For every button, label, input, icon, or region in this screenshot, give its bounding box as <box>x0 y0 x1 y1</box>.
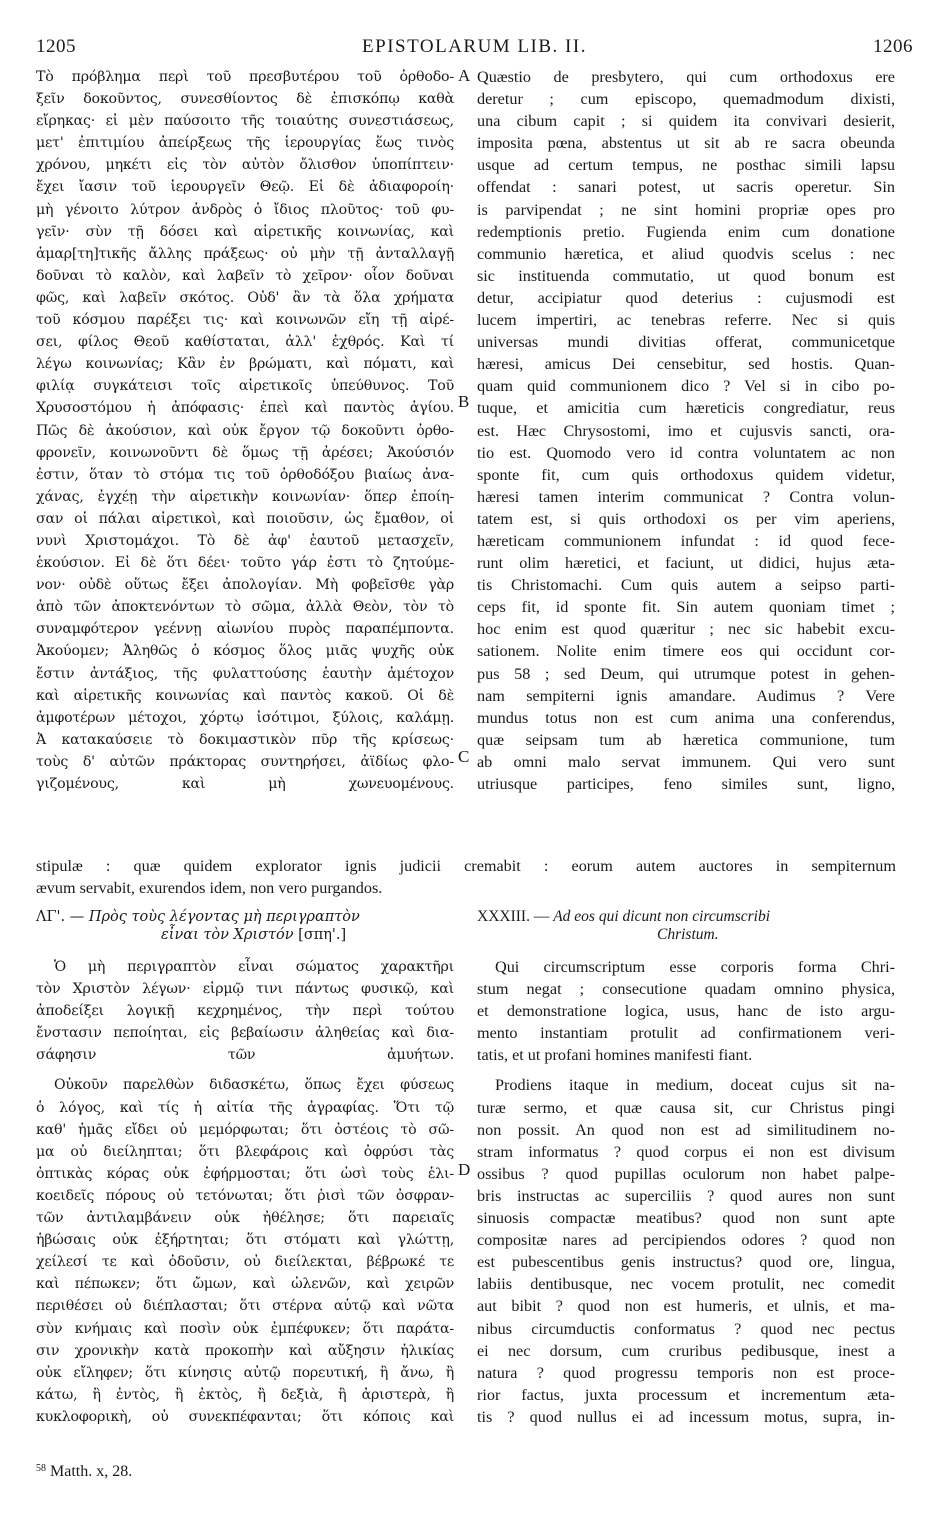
latin-text-line: runt olim hæretici, et faciunt, ut didici, hujus æta- <box>477 554 895 573</box>
greek-text-line: Ὁ μὴ περιγραπτὸν εἶναι σώματος χαρακτῆρι <box>54 959 454 975</box>
greek-text-line: σὺν κνήμαις καὶ ποσὶν οὐκ ἐμπέφυκεν; ὅτι παράτα- <box>36 1320 454 1337</box>
greek-section-heading-1: Πρὸς τοὺς λέγοντας μὴ περιγραπτὸν <box>88 909 360 925</box>
greek-text-line: κυκλοφορικὴ, οὐ συνεκπέφανται; ὅτι κόποις καὶ <box>36 1408 454 1425</box>
latin-text-line: Prodiens itaque in medium, doceat cujus sit na- <box>495 1076 895 1095</box>
latin-text-line: utriusque participes, feno similes sunt, ligno, <box>477 775 895 793</box>
latin-text-line: detur, accipiatur quod deterius : cujusmodi est <box>477 288 895 307</box>
greek-column-top <box>36 66 454 795</box>
latin-text-line: tis ? quod nullus ei ad incessum motus, supra, in- <box>477 1407 895 1426</box>
footnote-text: Matth. x, 28. <box>50 1463 133 1480</box>
latin-text-line: sponte fit, cum quis orthodoxus quidem videtur, <box>477 465 895 484</box>
greek-text-line: κάτω, ἢ ἐντὸς, ἢ ἐκτὸς, ἢ δεξιὰ, ἢ ἀριστερὰ, ἢ <box>36 1386 454 1403</box>
greek-text-line: τῶν ἀντιλαμβάνειν οὐκ ἠθέλησε; ὅτι παρειαῖς <box>36 1210 454 1227</box>
latin-section-heading-2: Christum. <box>657 926 719 943</box>
greek-text-line: κοειδεῖς πόρους οὐ τετόνωται; ὅτι ῥισὶ τῶν ὀσφραν- <box>36 1187 454 1204</box>
greek-text-line: καθ' ἡμᾶς εἴδει οὐ μεμόρφωται; ὅτι ὀστέοις τὸ σῶ- <box>36 1121 454 1138</box>
footnote-mark: 58 <box>36 1463 46 1474</box>
latin-text-line: lucem impertiri, ac tenebras referre. Nec si quis <box>477 311 895 330</box>
latin-section-heading-1: Ad eos qui dicunt non circumscribi <box>553 908 771 925</box>
latin-text-line: imposita pœna, abstentus ut sit ab re sacra obeunda <box>477 134 895 153</box>
greek-text-line: Ἀκούομεν; Ἀληθῶς ὁ κόσμος ὅλος μιᾶς ψυχῆς οὐκ <box>36 643 454 660</box>
latin-full-line-2: ævum servabit, exurendos idem, non vero purgandos. <box>36 879 383 897</box>
greek-text-line: νυνὶ Χριστομάχοι. Τὸ δὲ ἀφ' ἑαυτοῦ μετασχεῖν, <box>36 532 454 549</box>
greek-text-line: τὸν Χριστὸν λέγων· εἱρμῷ τινι πάντως φυσικῷ, καὶ <box>36 981 454 998</box>
greek-text-line: λέγω κοινωνίας; Κἂν ἐν βρώματι, καὶ πόματι, καὶ <box>36 356 454 373</box>
latin-text-line: est pubescentibus genis instructus? quod ore, lingua, <box>477 1253 895 1272</box>
latin-text-line: usque ad certum tempus, ne posthac simili lapsu <box>477 156 895 175</box>
latin-text-line: sationem. Nolite enim timere eos qui occidunt cor- <box>477 642 895 661</box>
latin-text-line: quam quid communionem dico ? Vel si in cibo po- <box>477 377 895 396</box>
latin-text-line: est. Hæc Chrysostomi, imo et cujusvis sancti, ora- <box>477 421 895 440</box>
latin-text-line: et demonstratione logica, usus, hanc de isto argu- <box>477 1002 895 1021</box>
greek-text-line: μα οὐ διείληπται; ὅτι βλεφάροις καὶ ὀφρύσι τὰς <box>36 1143 454 1160</box>
greek-text-line: ἔστιν ἀντάξιος, τῆς φυλαττούσης ἑαυτὴν ἀμέτοχον <box>36 665 454 682</box>
greek-section-heading-2: εἶναι τὸν Χριστόν <box>161 927 294 943</box>
greek-column-bottom <box>36 956 454 1428</box>
latin-text-line: labiis dentibusque, nec vocem protulit, nec comedit <box>477 1275 895 1294</box>
latin-text-line: natura ? quod progressu temporis non est proce- <box>477 1363 895 1382</box>
greek-text-line: ἀπὸ τῶν ἀποκτενόντων τὸ σῶμα, ἀλλὰ Θεὸν, τὸν τὸ <box>36 599 454 616</box>
latin-text-line: mento instantiam protulit ad confirmationem veri- <box>477 1024 895 1043</box>
greek-text-line: καὶ αἱρετικῆς κοινωνίας καὶ παντὸς κακοῦ. Οἱ δὲ <box>36 687 454 704</box>
latin-text-line: Quæstio de presbytero, qui cum orthodoxus ere <box>477 68 895 86</box>
greek-text-line: σαν οἱ πάλαι αἱρετικοὶ, καὶ ποιοῦσιν, ὡς ἔμαθον, οἱ <box>36 510 454 527</box>
latin-text-line: ei nec dorsum, cum cruribus pedibusque, inest a <box>477 1341 895 1360</box>
greek-text-line: Τὸ πρόβλημα περὶ τοῦ πρεσβυτέρου τοῦ ὀρθοδο- <box>36 69 454 85</box>
greek-text-line: Πῶς δὲ ἀκούσιον, καὶ οὐκ ἔργον τῷ δοκοῦντι ὀρθο- <box>36 422 454 439</box>
greek-text-line: γιζομένους, καὶ μὴ χωνευομένους. <box>36 776 454 792</box>
left-page-number: 1205 <box>36 36 76 57</box>
greek-text-line: ἑκούσιον. Εἰ δὲ ὅτι δέει· τοῦτο γάρ ἐστι τὸ ζητούμε- <box>36 555 454 572</box>
right-page-number: 1206 <box>873 36 913 57</box>
latin-text-line: is parvipendat ; ne sint homini propriæ opes pro <box>477 200 895 219</box>
greek-text-line: σάφησιν τῶν ἀμυήτων. <box>36 1047 454 1064</box>
latin-column-bottom <box>477 956 895 1428</box>
column-marker-c: C <box>458 747 470 766</box>
column-marker-d: D <box>458 1160 471 1179</box>
latin-text-line: ab omni malo servat immunem. Qui vero sunt <box>477 752 895 771</box>
greek-text-line: γεῖν· σὺν τῇ δόσει καὶ αἱρετικῆς κοινωνίας, καὶ <box>36 223 454 240</box>
footnote <box>36 1463 132 1481</box>
greek-text-line: χείλεσί τε καὶ ὀδοῦσιν, οὐ διείλεκται, βέβρωκέ τε <box>36 1254 454 1271</box>
latin-section-title <box>477 908 895 944</box>
greek-text-line: εἴρηκας· εἰ μὲν παύσοιτο τῆς τοιαύτης συνεστιάσεως, <box>36 113 454 130</box>
latin-text-line: redemptionis pretio. Fugienda enim cum donatione <box>477 222 895 241</box>
greek-text-line: ὁ λόγος, καὶ τίς ἡ αἰτία τῆς ἀγραφίας. Ὅτι τῷ <box>36 1099 454 1116</box>
latin-text-line: sinuosis compactæ meatibus? quod non sunt apte <box>477 1209 895 1228</box>
greek-text-line: φιλίᾳ συγκάτεισι τοῖς αἱρετικοῖς ὑπεύθυνος. Τοῦ <box>36 378 454 395</box>
latin-text-line: offendat : sanari potest, ut sacris operetur. Sin <box>477 178 895 197</box>
greek-text-line: ἀμφοτέρων μέτοχοι, χόρτῳ ἰσότιμοι, ξύλοις, καλάμῃ. <box>36 709 454 726</box>
greek-text-line: νον· οὐδὲ οὕτως ἔξει ἀπολογίαν. Μὴ φοβεῖσθε γὰρ <box>36 577 454 594</box>
latin-text-line: tatis, et ut profani homines manifesti fiant. <box>477 1046 753 1065</box>
greek-text-line: οὐκ εἴληφεν; ὅτι κίνησις αὐτῷ πορευτική, ἢ ἄνω, ἢ <box>36 1364 454 1381</box>
greek-text-line: Ἀ κατακαύσειε τὸ δοκιμαστικὸν πῦρ τῆς κρίσεως· <box>36 731 454 748</box>
latin-text-line: mundus totus non est cum anima una conferendus, <box>477 708 895 727</box>
column-marker-b: B <box>458 392 470 411</box>
greek-section-title <box>36 908 454 944</box>
greek-text-line: περιθέσει οὐ διέπλασται; ὅτι στέρνα αὐτῷ καὶ νῶτα <box>36 1298 454 1315</box>
greek-text-line: ὀπτικὰς κόρας οὐκ ἐφήρμοσται; ὅτι ὠσὶ τοὺς ἑλι- <box>36 1165 454 1182</box>
latin-text-line: hæresi, amicus Dei censebitur, sed hostis. Quan- <box>477 355 895 374</box>
latin-text-line: hæreticam communionem infundat : id quod fece- <box>477 531 895 550</box>
greek-text-line: τοῦ κόσμου παρέξει τις· καὶ κοινωνῶν εἴη τῇ αἱρέ- <box>36 312 454 329</box>
greek-text-line: φρονεῖν, κοινωνοῦντι δὲ ὅμως τῇ ἀρέσει; Ἀκούσιόν <box>36 444 454 461</box>
running-head <box>36 36 913 62</box>
latin-text-line: stum negat ; consecutione quadam omnino physica, <box>477 980 895 999</box>
greek-text-line: Χρυσοστόμου ἡ ἀπόφασις· ἐπεὶ καὶ παντὸς ἁγίου. <box>36 400 454 417</box>
greek-text-line: μὴ γένοιτο λύτρον ἀνδρὸς ὁ ἴδιος πλοῦτος· τοῦ φυ- <box>36 201 454 218</box>
greek-text-line: ἐστιν, ὅταν τὸ στόμα τις τοῦ ὀρθοδόξου βιαίως ἀνα- <box>36 466 454 483</box>
latin-text-line: aut bibit ? quod non est humeris, et ulnis, et ma- <box>477 1297 895 1316</box>
running-title: EPISTOLARUM LIB. II. <box>362 36 587 57</box>
latin-text-line: universas mundi divitias offerat, communicetque <box>477 333 895 352</box>
latin-text-line: tuque, et amicitia cum hæreticis congrediatur, reus <box>477 399 895 418</box>
latin-text-line: turæ sermo, et quæ causa sit, cur Christus pingi <box>477 1098 895 1117</box>
latin-column-top <box>477 66 895 795</box>
column-marker-a: A <box>458 66 471 85</box>
latin-text-line: deretur ; cum episcopo, quemadmodum dixisti, <box>477 90 895 109</box>
latin-text-line: pus 58 ; sed Deum, qui utrumque potest in gehen- <box>477 664 895 683</box>
latin-text-line: compositæ nares ad percipiendos odores ? quod non <box>477 1231 895 1250</box>
latin-text-line: communio hæretica, et aliud quodvis scelus : nec <box>477 244 895 263</box>
latin-text-line: Qui circumscriptum esse corporis forma Chri- <box>495 958 895 976</box>
latin-text-line: una cibum capit ; si quidem ita convivari desierit, <box>477 112 895 131</box>
greek-text-line: φῶς, καὶ λαβεῖν σκότος. Οὐδ' ἂν τὰ ὅλα χρήματα <box>36 289 454 306</box>
greek-text-line: χάνας, ἐγχέῃ τὴν αἱρετικὴν κοινωνίαν· ὅπερ ἐποίη- <box>36 488 454 505</box>
greek-text-line: χρόνου, μηκέτι εἰς τὸν αὐτὸν ὄλισθον ὑποπίπτειν· <box>36 157 454 174</box>
greek-text-line: ξεῖν δοκοῦντος, συνεσθίοντος δὲ ἐπισκόπῳ καθὰ <box>36 91 454 108</box>
latin-text-line: ceps fit, id sponte fit. Sin autem quoniam timet ; <box>477 598 895 617</box>
latin-text-line: bris instructas ac superciliis ? quod aures non sunt <box>477 1186 895 1205</box>
latin-text-line: stram informatus ? quod corpus ei non est divisum <box>477 1142 895 1161</box>
greek-text-line: συναμφότερον γεέννῃ αἰωνίου πυρὸς παραπέμποντα. <box>36 621 454 638</box>
latin-text-line: tis Christomachi. Cum quis autem a seipso parti- <box>477 576 895 595</box>
greek-text-line: τοὺς δ' αὐτῶν πράκτορας συντηρήσει, ἀϊδίως φλο- <box>36 753 454 770</box>
greek-text-line: σιν χρονικὴν κατὰ προκοπὴν καὶ αὔξησιν ἡλικίας <box>36 1342 454 1359</box>
greek-text-line: ἔνστασιν πεποίηται, εἰς βεβαίωσιν ἀληθείας καὶ δια- <box>36 1025 454 1042</box>
latin-text-line: sic instituenda commutatio, ut quod bonum est <box>477 266 895 285</box>
latin-text-line: tio est. Quomodo vero id contra voluntatem ac non <box>477 443 895 462</box>
latin-text-line: hæresi tamen interim communicat ? Contra volun- <box>477 487 895 506</box>
latin-full-line-1: stipulæ : quæ quidem explorator ignis judicii cremabit : eorum autem auctores in sempiternum <box>36 857 896 875</box>
greek-text-line: δοῦναι τὸ καλὸν, καὶ λαβεῖν τὸ χεῖρον· οἷον δοῦναι <box>36 267 454 284</box>
latin-text-line: hoc enim est quod quæritur ; nec sic habebit excu- <box>477 620 895 639</box>
latin-text-line: non possit. An quod non est ad similitudinem no- <box>477 1120 895 1139</box>
greek-text-line: Οὐκοῦν παρελθὼν διδασκέτω, ὅπως ἔχει φύσεως <box>54 1077 454 1094</box>
greek-section-bracket: [σπη'.] <box>298 927 347 943</box>
latin-text-line: ossibus ? quod pupillas oculorum non habet palpe- <box>477 1164 895 1183</box>
greek-text-line: καὶ πέπωκεν; ὅτι ὤμων, καὶ ὠλενῶν, καὶ χειρῶν <box>36 1276 454 1293</box>
greek-text-line: ἡβώσαις οὐκ ἐξήρτηται; ὅτι στόματι καὶ γλώττῃ, <box>36 1232 454 1249</box>
greek-text-line: ἀποδείξει λογικῇ κεχρημένος, τὴν περὶ τούτου <box>36 1003 454 1020</box>
greek-section-number: ΛΓ'. — <box>36 909 85 925</box>
latin-text-line: tatem est, si quis orthodoxi os per vim aperiens, <box>477 509 895 528</box>
latin-text-line: rior factus, juxta processum et incrementum æta- <box>477 1385 895 1404</box>
latin-text-line: nibus circumductis conformatus ? quod nec pectus <box>477 1319 895 1338</box>
latin-text-line: nam sempiterni ignis amandare. Audimus ? Vere <box>477 686 895 705</box>
greek-text-line: σει, φίλος Θεοῦ καθίσταται, ἀλλ' ἐχθρός. Καὶ τί <box>36 334 454 351</box>
greek-text-line: ἔχει ἴασιν τοῦ ἱερουργεῖν Θεῷ. Εἰ δὲ ἀδιαφοροίη· <box>36 179 454 196</box>
greek-text-line: ἁμαρ[τη]τικῆς ἄλλης πράξεως· οὐ μὴν τῇ ἀνταλλαγῇ <box>36 245 454 262</box>
latin-text-line: quæ seipsam tum ab hæretica communione, tum <box>477 730 895 749</box>
greek-text-line: μετ' ἐπιτιμίου ἀπείρξεως τῆς ἱερουργίας ἕως τινὸς <box>36 135 454 152</box>
latin-section-number: XXXIII. — <box>477 908 550 925</box>
